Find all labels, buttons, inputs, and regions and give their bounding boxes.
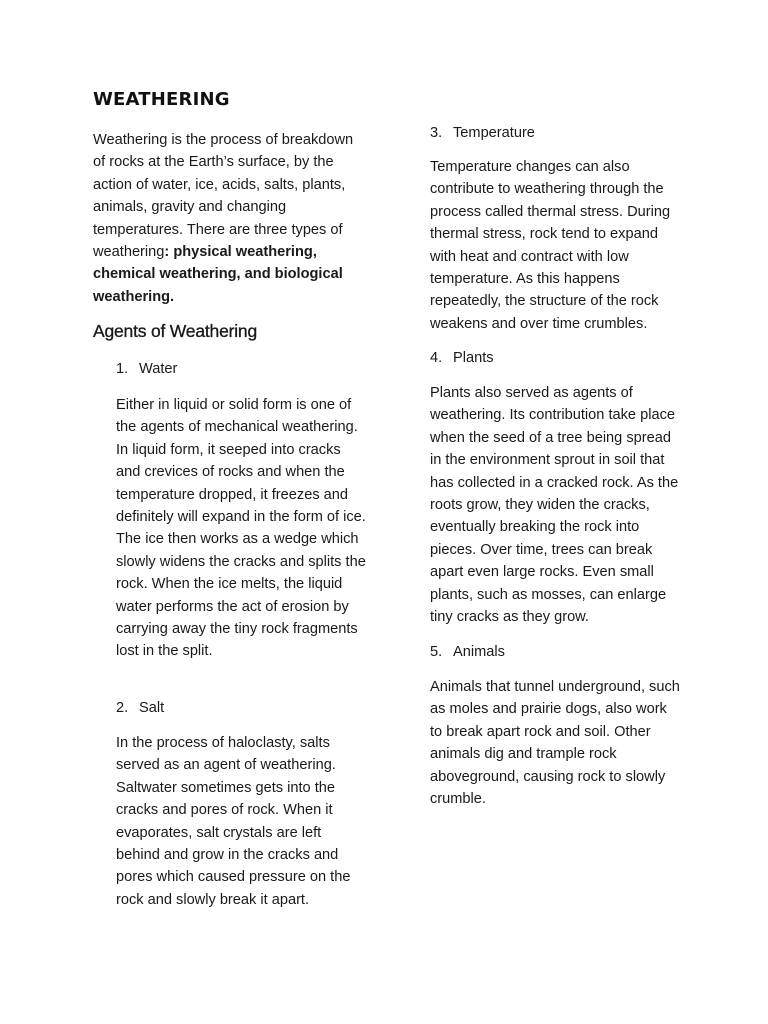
item-heading-salt [116, 697, 164, 719]
item-number: 4. [430, 350, 443, 366]
item-label: Salt [139, 700, 165, 716]
item-heading-animals [430, 641, 505, 663]
item-text-temperature: Temperature changes can also contribute to weathering through the process called thermal stress. During thermal stress, rock tend to expand with heat and contract with low temperature. As this happens repeatedly, the structure of the rock weakens and over time crumbles. [430, 159, 671, 332]
item-text-animals: Animals that tunnel underground, such as moles and prairie dogs, also work to break apart rock and soil. Other animals dig and trample rock aboveground, causing rock to slowly crumble. [430, 679, 680, 808]
item-text-plants: Plants also served as agents of weathering. Its contribution take place when the seed of a tree being spread in the environment sprout in soil that has collected in a cracked rock. As the roots grow, they widen the cracks, eventually breaking the rock into pieces. Over time, trees can break apart even large rocks. Even small plants, such as mosses, can enlarge tiny cracks as they grow. [430, 385, 679, 626]
item-heading-plants [430, 347, 494, 369]
intro-bold-text: : physical weathering, chemical weathering, and biological weathering. [93, 244, 343, 305]
item-number: 5. [430, 644, 443, 660]
item-heading-water [116, 358, 177, 380]
item-number: 3. [430, 125, 443, 141]
agents-heading: Agents of Weathering [93, 321, 257, 341]
intro-paragraph [93, 129, 365, 308]
item-label: Water [139, 361, 178, 377]
document-title: WEATHERING [93, 89, 230, 110]
item-number: 2. [116, 700, 129, 716]
item-text-water: Either in liquid or solid form is one of the agents of mechanical weathering. In liquid form, it seeped into cracks and crevices of rocks and when the temperature dropped, it freezes and definitely will expand in the form of ice. The ice then works as a wedge which slowly widens the cracks and splits the rock. When the ice melts, the liquid water performs the act of erosion by carrying away the tiny rock fragments lost in the split. [116, 397, 366, 660]
item-label: Animals [453, 644, 505, 660]
intro-text: Weathering is the process of breakdown of rocks at the Earth’s surface, by the action of water, ice, acids, salts, plants, animals, gravity and changing temperatures. There are three types of weathering [93, 132, 354, 261]
item-text-salt: In the process of haloclasty, salts served as an agent of weathering. Saltwater sometimes gets into the cracks and pores of rock. When it evaporates, salt crystals are left behind and grow in the cracks and pores which caused pressure on the rock and slowly break it apart. [116, 735, 351, 908]
item-label: Temperature [453, 125, 535, 141]
item-heading-temperature [430, 122, 535, 144]
item-label: Plants [453, 350, 494, 366]
item-number: 1. [116, 361, 129, 377]
